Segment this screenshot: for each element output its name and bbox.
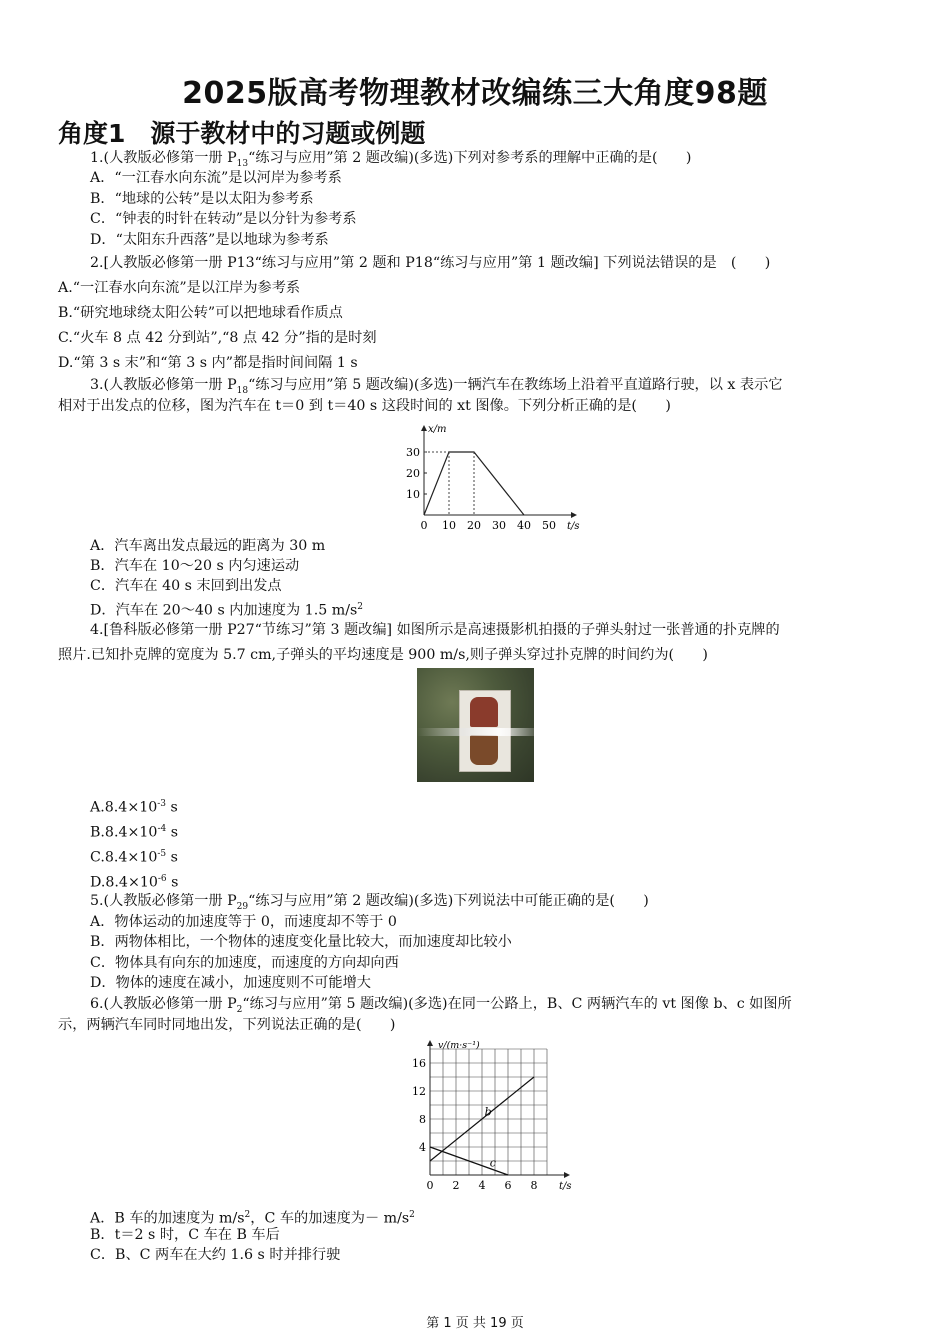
q3-option-d-sup: 2 bbox=[357, 602, 363, 612]
q2-option-a: A.“一江春水向东流”是以江岸为参考系 bbox=[58, 280, 301, 296]
question-4-stem-line2: 照片.已知扑克牌的宽度为 5.7 cm,子弹头的平均速度是 900 m/s,则子弹头穿过扑克牌的时间约为( ) bbox=[58, 647, 708, 663]
q3-option-a: A．汽车离出发点最远的距离为 30 m bbox=[90, 538, 326, 554]
playing-card-bullet-photo bbox=[417, 668, 534, 782]
q6-option-a bbox=[90, 1206, 415, 1228]
q4-c-exp: -5 bbox=[157, 849, 167, 859]
q6-a-part2: ，C 车的加速度为－ m/s bbox=[250, 1210, 410, 1227]
q6-a-part1: A．B 车的加速度为 m/s bbox=[90, 1210, 245, 1227]
card-figure-top bbox=[470, 697, 498, 727]
q4-d-base: D.8.4×10 bbox=[90, 874, 158, 891]
x-tick-label: 40 bbox=[517, 519, 531, 530]
q5-option-c: C．物体具有向东的加速度，而速度的方向却向西 bbox=[90, 955, 399, 971]
vt-graph bbox=[405, 1038, 580, 1198]
y-tick-label: 10 bbox=[406, 488, 420, 501]
q1-option-a: A．“一江春水向东流”是以河岸为参考系 bbox=[90, 170, 342, 186]
q4-d-exp: -6 bbox=[157, 874, 167, 884]
x-axis-arrow bbox=[571, 512, 577, 518]
q4-option-a bbox=[90, 795, 178, 817]
q3-stem-pre: 3.(人教版必修第一册 P bbox=[90, 377, 237, 393]
x-axis-label: t/s bbox=[559, 1181, 572, 1192]
q3-stem-post: “练习与应用”第 5 题改编)(多选)一辆汽车在教练场上沿着平直道路行驶，以 x 表示它 bbox=[248, 377, 783, 393]
x-tick-label: 0 bbox=[426, 1179, 434, 1192]
question-4-stem-line1: 4.[鲁科版必修第一册 P27“节练习”第 3 题改编] 如图所示是高速摄影机拍摄的子弹头射过一张普通的扑克牌的 bbox=[90, 622, 780, 638]
x-tick-label: 2 bbox=[452, 1179, 460, 1192]
q3-option-d-text: D．汽车在 20～40 s 内加速度为 1.5 m/s bbox=[90, 602, 358, 619]
q4-b-exp: -4 bbox=[157, 824, 167, 834]
q2-option-d: D.“第 3 s 末”和“第 3 s 内”都是指时间间隔 1 s bbox=[58, 355, 358, 371]
x-tick-label: 4 bbox=[478, 1179, 486, 1192]
y-tick-label: 20 bbox=[406, 467, 420, 480]
q3-option-c: C．汽车在 40 s 末回到出发点 bbox=[90, 578, 282, 594]
x-axis-arrow bbox=[564, 1172, 570, 1178]
q5-stem-post: “练习与应用”第 2 题改编)(多选)下列说法中可能正确的是( ) bbox=[248, 893, 649, 909]
bullet-streak bbox=[417, 728, 534, 736]
q1-stem-post: “练习与应用”第 2 题改编)(多选)下列对参考系的理解中正确的是( ) bbox=[248, 150, 692, 166]
q3-stem-sub: 18 bbox=[236, 385, 249, 396]
card-figure-bottom bbox=[470, 735, 498, 765]
x-axis-label: t/s bbox=[567, 521, 580, 530]
q6-a-sup2: 2 bbox=[409, 1210, 415, 1220]
q5-stem-pre: 5.(人教版必修第一册 P bbox=[90, 893, 237, 909]
q2-option-c: C.“火车 8 点 42 分到站”,“8 点 42 分”指的是时刻 bbox=[58, 330, 377, 346]
q5-stem-sub: 29 bbox=[236, 901, 249, 912]
q1-stem-sub: 13 bbox=[236, 158, 249, 169]
q5-option-a: A．物体运动的加速度等于 0，而速度却不等于 0 bbox=[90, 914, 397, 930]
y-tick-label: 30 bbox=[406, 446, 420, 459]
q1-option-d: D．“太阳东升西落”是以地球为参考系 bbox=[90, 232, 329, 248]
y-tick-label: 8 bbox=[419, 1113, 426, 1126]
y-tick-label: 16 bbox=[412, 1057, 426, 1070]
xt-graph bbox=[400, 420, 590, 530]
x-tick-label: 20 bbox=[467, 519, 481, 530]
y-axis-arrow bbox=[427, 1040, 433, 1046]
y-axis-label: v/(m·s⁻¹) bbox=[438, 1040, 480, 1051]
y-tick-label: 4 bbox=[419, 1141, 426, 1154]
q4-d-unit: s bbox=[166, 874, 179, 891]
x-tick-label: 8 bbox=[530, 1179, 538, 1192]
q3-option-b: B．汽车在 10～20 s 内匀速运动 bbox=[90, 558, 300, 574]
question-2-stem: 2.[人教版必修第一册 P13“练习与应用”第 2 题和 P18“练习与应用”第 1 题改编] 下列说法错误的是 ( ) bbox=[90, 255, 771, 271]
q4-b-base: B.8.4×10 bbox=[90, 824, 158, 841]
page-footer: 第 1 页 共 19 页 bbox=[426, 1316, 524, 1331]
q2-option-b: B.“研究地球绕太阳公转”可以把地球看作质点 bbox=[58, 305, 343, 321]
series-label-b: b bbox=[484, 1105, 492, 1119]
q5-option-d: D．物体的速度在减小，加速度则不可能增大 bbox=[90, 975, 371, 991]
q4-option-c bbox=[90, 845, 178, 867]
question-3-stem-line2: 相对于出发点的位移，图为汽车在 t＝0 到 t＝40 s 这段时间的 xt 图像。下列分析正确的是( ) bbox=[58, 398, 671, 414]
section-title: 角度1 源于教材中的习题或例题 bbox=[58, 119, 426, 148]
y-tick-label: 12 bbox=[412, 1085, 426, 1098]
x-tick-label: 30 bbox=[492, 519, 506, 530]
x-tick-label: 50 bbox=[542, 519, 556, 530]
q4-a-base: A.8.4×10 bbox=[90, 799, 158, 816]
q1-option-c: C．“钟表的时针在转动”是以分针为参考系 bbox=[90, 211, 357, 227]
q6-stem-post: “练习与应用”第 5 题改编)(多选)在同一公路上，B、C 两辆汽车的 vt 图像 b、c 如图所 bbox=[242, 996, 792, 1012]
q1-option-b: B．“地球的公转”是以太阳为参考系 bbox=[90, 191, 314, 207]
q4-a-unit: s bbox=[166, 799, 178, 816]
q4-option-d bbox=[90, 870, 178, 892]
x-tick-label: 6 bbox=[504, 1179, 512, 1192]
q6-option-c: C．B、C 两车在大约 1.6 s 时并排行驶 bbox=[90, 1247, 341, 1263]
q1-stem-pre: 1.(人教版必修第一册 P bbox=[90, 150, 237, 166]
q4-option-b bbox=[90, 820, 178, 842]
question-6-stem-line2: 示，两辆汽车同时同地出发，下列说法正确的是( ) bbox=[58, 1017, 396, 1033]
q3-option-d bbox=[90, 598, 363, 620]
q6-a-sup1: 2 bbox=[244, 1210, 251, 1220]
y-axis-label: x/m bbox=[428, 424, 447, 435]
x-tick-label: 10 bbox=[442, 519, 456, 530]
q4-c-base: C.8.4×10 bbox=[90, 849, 158, 866]
q6-stem-sub: 2 bbox=[236, 1004, 243, 1015]
document-title: 2025版高考物理教材改编练三大角度98题 bbox=[182, 76, 768, 111]
x-tick-label: 0 bbox=[420, 519, 428, 530]
y-axis-arrow bbox=[421, 425, 427, 431]
q6-stem-pre: 6.(人教版必修第一册 P bbox=[90, 996, 237, 1012]
q4-b-unit: s bbox=[166, 824, 179, 841]
q6-option-b: B．t＝2 s 时，C 车在 B 车后 bbox=[90, 1227, 280, 1243]
q4-c-unit: s bbox=[166, 849, 178, 866]
series-label-c: c bbox=[489, 1156, 496, 1170]
q5-option-b: B．两物体相比，一个物体的速度变化量比较大，而加速度却比较小 bbox=[90, 934, 512, 950]
q4-a-exp: -3 bbox=[157, 799, 167, 809]
